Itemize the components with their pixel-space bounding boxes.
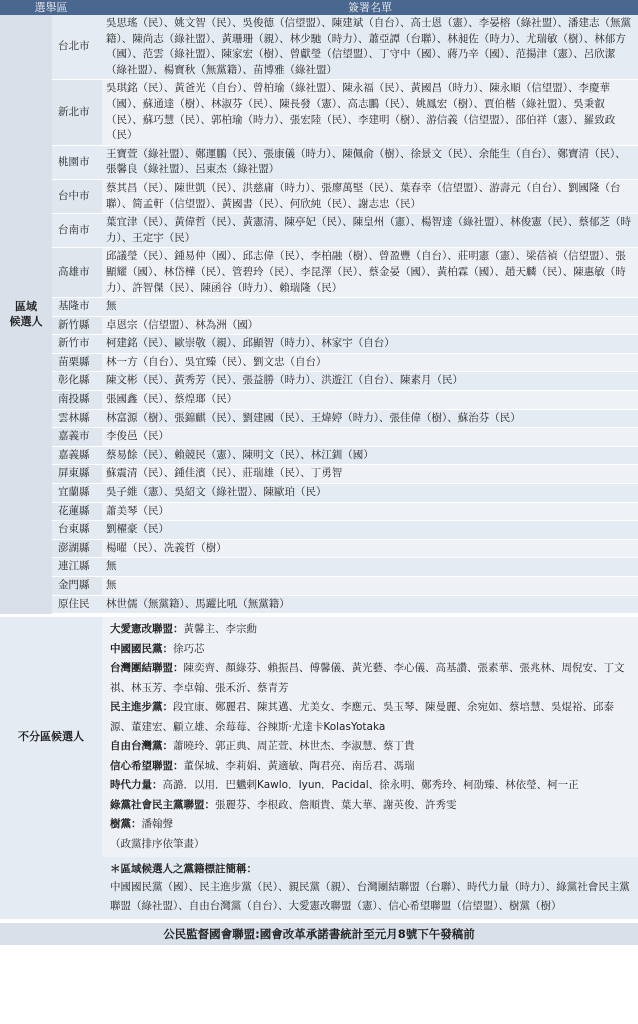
- region-name: 金門縣: [52, 577, 102, 596]
- party-entry: [110, 620, 630, 640]
- region-signers: 林富源（樹）、張錦麒（民）、劉建國（民）、王煒婷（時力）、張佳偉（樹）、蘇治芬（民）: [102, 409, 638, 428]
- table-header-row: [0, 0, 638, 15]
- region-name: 台北市: [52, 15, 102, 80]
- party-list-body: [0, 614, 638, 920]
- region-signers: 楊曜（民）、冼義哲（樹）: [102, 539, 638, 558]
- region-name: 台中市: [52, 179, 102, 213]
- region-signers: 吳琪銘（民）、黃爸光（自台）、曾柏瑜（綠社盟）、陳永福（民）、黃國昌（時力）、陳永順（信望盟）、李慶華（國）、蘇通達（樹）、林淑芬（民）、陳長發（憲）、高志鵬（民）、姚鳳宏（樹）、賈伯楷（綠社盟）、吳秉叡（民）、蘇巧慧（民）、郭柏瑜（時力）、張宏陸（民）、李建明（樹）、游信義（信望盟）、邵伯祥（憲）、羅致政（民）: [102, 80, 638, 145]
- region-name: 嘉義縣: [52, 446, 102, 465]
- region-signers: 劉櫂豪（民）: [102, 521, 638, 540]
- region-name: 新北市: [52, 80, 102, 145]
- footer-note: 公民監督國會聯盟:國會改革承諾書統計至元月8號下午發稿前: [0, 919, 638, 945]
- region-row: [0, 214, 638, 248]
- region-row: [0, 409, 638, 428]
- region-signers: 王寶萱（綠社盟）、鄭運鵬（民）、張康儀（時力）、陳佩俞（樹）、徐景文（民）、余能生（自台）、鄭寶清（民）、張馨良（綠社盟）、呂東杰（綠社盟）: [102, 145, 638, 179]
- party-entry: [110, 659, 630, 698]
- header-region: 選舉區: [0, 0, 102, 15]
- party-members: 潘翰聲: [141, 818, 173, 831]
- region-row: [0, 372, 638, 391]
- region-signers: 無: [102, 577, 638, 596]
- region-signers: 柯建銘（民）、歐崇敬（親）、邱顯智（時力）、林家宇（自台）: [102, 335, 638, 354]
- regional-body: [0, 15, 638, 614]
- regional-candidates-label: [0, 15, 52, 614]
- party-name: 中國國民黨：: [110, 642, 173, 655]
- party-name: 大愛憲改聯盟：: [110, 623, 184, 636]
- party-entry: [110, 698, 630, 737]
- region-name: 苗栗縣: [52, 353, 102, 372]
- region-row: [0, 248, 638, 298]
- region-row: [0, 539, 638, 558]
- region-signers: 吳思瑤（民）、姚文智（民）、吳俊德（信望盟）、陳建斌（自台）、高士恩（憲）、李晏榕（綠社盟）、潘建志（無黨籍）、陳尚志（綠社盟）、黃珊珊（親）、林少馳（時力）、蕭亞譚（台聯）、林昶佐（時力）、尤瑞敏（樹）、林郁方（國）、范雲（綠社盟）、陳家宏（樹）、曾獻瑩（信望盟）、丁守中（國）、蔣乃辛（國）、范揚津（憲）、呂欣潔（綠社盟）、楊寶秋（無黨籍）、苗博雅（綠社盟）: [102, 15, 638, 80]
- region-signers: 林一方（自台）、吳宜臻（民）、劉文忠（自台）: [102, 353, 638, 372]
- party-name: 台灣團結聯盟：: [110, 662, 184, 675]
- party-entry: [110, 776, 630, 796]
- party-members: 陳奕齊、顏綠芬、賴振昌、傅馨儀、黃光藝、李心儀、高基讚、張素華、張兆林、周倪安、丁文祺、林玉芳、李卓翰、張禾沂、蔡青芳: [110, 662, 625, 694]
- region-signers: 蕭美琴（民）: [102, 502, 638, 521]
- party-entry: [110, 737, 630, 757]
- region-signers: 吳子維（憲）、吳紹文（綠社盟）、陳歐珀（民）: [102, 484, 638, 503]
- region-row: [0, 484, 638, 503]
- region-row: [0, 502, 638, 521]
- region-row: [0, 179, 638, 213]
- party-entry: [110, 640, 630, 660]
- abbreviation-title: ＊區域候選人之黨籍標註簡稱：: [110, 863, 257, 876]
- party-name: 綠黨社會民主黨聯盟：: [110, 798, 215, 811]
- region-row: [0, 15, 638, 80]
- region-name: 新竹縣: [52, 316, 102, 335]
- region-signers: 蘇震清（民）、鍾佳濱（民）、莊瑞雄（民）、丁勇智: [102, 465, 638, 484]
- party-members: 董保城、李莉娟、黃適敏、陶君亮、南岳君、馮瑞: [183, 759, 415, 772]
- abbreviation-cell: [102, 857, 638, 919]
- region-row: [0, 316, 638, 335]
- region-name: 台南市: [52, 214, 102, 248]
- party-name: 樹黨：: [110, 818, 142, 831]
- region-name: 澎湖縣: [52, 539, 102, 558]
- abbreviation-text: 中國國民黨（國）、民主進步黨（民）、親民黨（親）、台灣團結聯盟（台聯）、時代力量（時力）、綠黨社會民主黨聯盟（綠社盟）、自由台灣黨（自台）、大愛憲改聯盟（憲）、信心希望聯盟（信望盟）、樹黨（樹）: [110, 881, 630, 913]
- region-signers: 蔡易餘（民）、賴競民（憲）、陳明文（民）、林江釧（國）: [102, 446, 638, 465]
- region-signers: 林世儒（無黨籍）、馬躍比吼（無黨籍）: [102, 595, 638, 614]
- region-name: 桃園市: [52, 145, 102, 179]
- party-members: 張麗芬、李根政、詹順貴、葉大華、謝英俊、許秀雯: [215, 798, 457, 811]
- party-list-row: [0, 617, 638, 857]
- region-signers: 葉宜津（民）、黃偉哲（民）、黃憲清、陳亭妃（民）、陳皇州（憲）、楊智達（綠社盟）、林俊憲（民）、蔡郁芝（時力）、王定宇（民）: [102, 214, 638, 248]
- region-signers: 無: [102, 298, 638, 317]
- region-row: [0, 298, 638, 317]
- region-name: 新竹市: [52, 335, 102, 354]
- party-members: 高潞．以用．巴魕剌Kawlo．Iyun．Pacidal、徐永明、鄭秀玲、柯劭臻、林依瑩、柯一正: [162, 779, 579, 792]
- party-entry: [110, 757, 630, 777]
- region-row: [0, 353, 638, 372]
- party-list-label: 不分區候選人: [0, 617, 102, 857]
- party-name: 時代力量：: [110, 779, 163, 792]
- region-signers: 卓恩宗（信望盟）、林為洲（國）: [102, 316, 638, 335]
- party-members: 徐巧芯: [173, 642, 205, 655]
- abbreviation-row: [0, 857, 638, 919]
- party-name: 民主進步黨：: [110, 701, 173, 714]
- region-name: 高雄市: [52, 248, 102, 298]
- regional-label-line1: 區域: [15, 299, 37, 313]
- region-name: 屏東縣: [52, 465, 102, 484]
- party-members: 段宜康、鄭麗君、陳其邁、尤美女、李應元、吳玉琴、陳曼麗、余宛如、蔡培慧、吳焜裕、邱泰源、董建宏、顧立雄、余莓莓、谷辣斯·尤達卡KolasYotaka: [110, 701, 614, 733]
- region-signers: 陳文彬（民）、黃秀芳（民）、張益勝（時力）、洪遊江（自台）、陳素月（民）: [102, 372, 638, 391]
- region-name: 原住民: [52, 595, 102, 614]
- regional-label-line2: 候選人: [9, 315, 43, 329]
- region-row: [0, 428, 638, 447]
- region-signers: 李俊邑（民）: [102, 428, 638, 447]
- region-name: 連江縣: [52, 558, 102, 577]
- region-name: 南投縣: [52, 391, 102, 410]
- region-name: 花蓮縣: [52, 502, 102, 521]
- region-row: [0, 595, 638, 614]
- header-names: 簽署名單: [102, 0, 638, 15]
- region-signers: 蔡其昌（民）、陳世凱（民）、洪慈庸（時力）、張廖萬堅（民）、葉春幸（信望盟）、游壽元（自台）、劉國隆（台聯）、简孟軒（信望盟）、黃國書（民）、何欣純（民）、謝志忠（民）: [102, 179, 638, 213]
- region-row: [0, 335, 638, 354]
- region-row: [0, 145, 638, 179]
- party-entry: [110, 815, 630, 835]
- region-row: [0, 446, 638, 465]
- region-name: 嘉義市: [52, 428, 102, 447]
- region-row: [0, 577, 638, 596]
- region-name: 雲林縣: [52, 409, 102, 428]
- region-row: [0, 558, 638, 577]
- region-row: [0, 80, 638, 145]
- region-name: 基隆市: [52, 298, 102, 317]
- region-name: 台東縣: [52, 521, 102, 540]
- region-row: [0, 391, 638, 410]
- region-name: 彰化縣: [52, 372, 102, 391]
- region-row: [0, 465, 638, 484]
- region-name: 宜蘭縣: [52, 484, 102, 503]
- party-entry: [110, 796, 630, 816]
- party-name: 自由台灣黨：: [110, 740, 173, 753]
- party-members: 蕭曉玲、郭正典、周芷萱、林世杰、李淑慧、蔡丁貴: [173, 740, 415, 753]
- party-order-note: （政黨排序依筆畫）: [110, 837, 205, 850]
- region-signers: 邱議瑩（民）、鍾易仲（國）、邱志偉（民）、李柏融（樹）、曾盈豐（自台）、莊明憲（憲）、梁蓓禎（信望盟）、張顯耀（國）、林岱樺（民）、管碧玲（民）、李昆澤（民）、蔡金晏（國）、黃柏霖（國）、趙天麟（民）、陳惠敏（時力）、許智傑（民）、陳函谷（時力）、賴瑞隆（民）: [102, 248, 638, 298]
- party-members: 黃馨主、李宗勳: [183, 623, 257, 636]
- region-signers: 無: [102, 558, 638, 577]
- region-row: [0, 521, 638, 540]
- region-signers: 張國鑫（民）、蔡煌瑯（民）: [102, 391, 638, 410]
- party-name: 信心希望聯盟：: [110, 759, 184, 772]
- party-list-cell: [102, 617, 638, 857]
